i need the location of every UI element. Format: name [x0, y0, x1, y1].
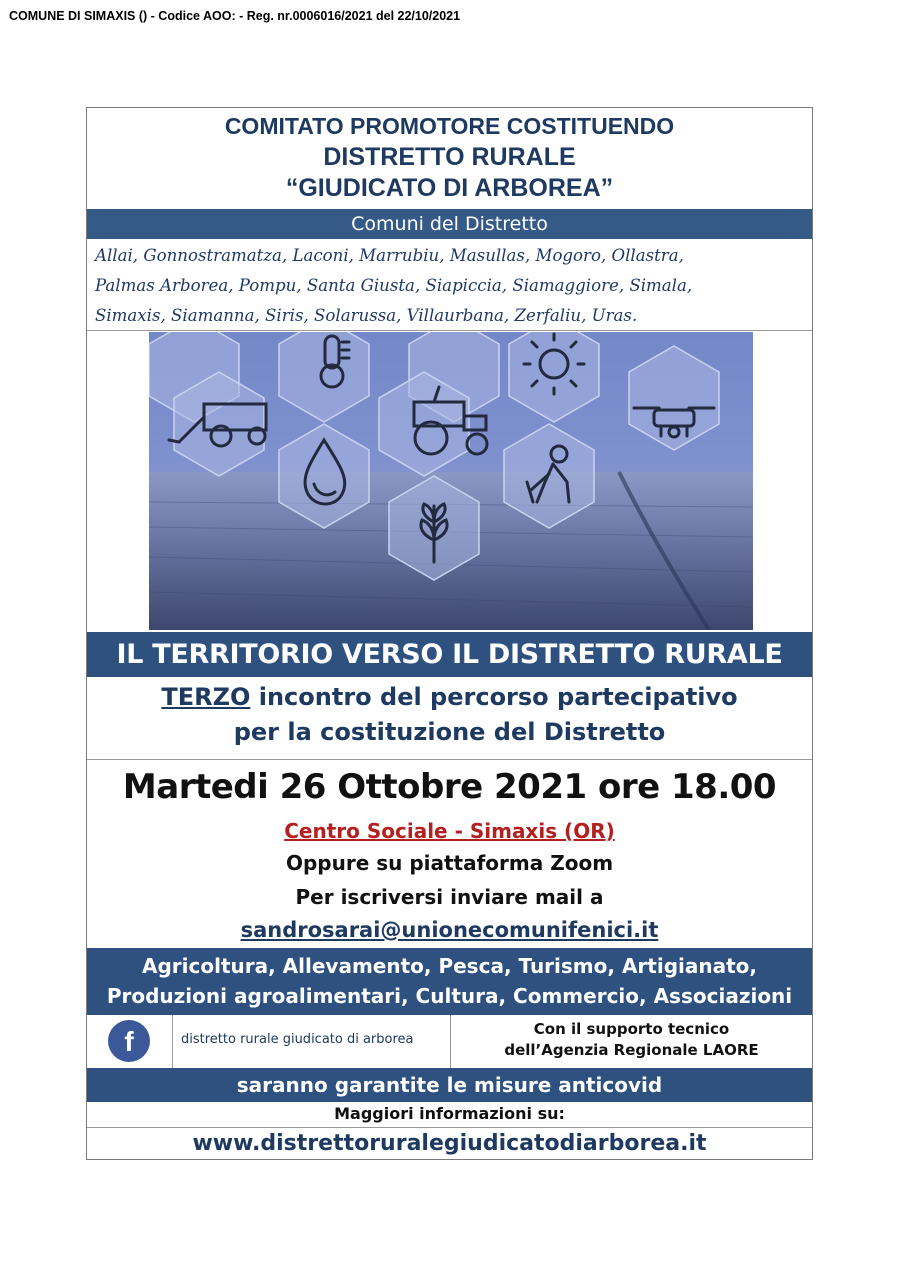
municipalities-heading-text: Comuni del Distretto	[351, 213, 548, 235]
municipalities-line-2: Palmas Arborea, Pompu, Santa Giusta, Siapiccia, Siamaggiore, Simala,	[95, 276, 693, 295]
support-line-2: dell’Agenzia Regionale LAORE	[504, 1041, 759, 1059]
sectors-line-2: Produzioni agroalimentari, Cultura, Commercio, Associazioni	[106, 984, 793, 1008]
covid-text: saranno garantite le misure anticovid	[236, 1073, 663, 1097]
event-zoom: Oppure su piattaforma Zoom	[285, 851, 614, 875]
email-link[interactable]: sandrosarai@unionecomunifenici.it	[240, 918, 659, 942]
social-support-row	[87, 1015, 812, 1068]
hero-illustration	[149, 332, 753, 630]
event-subtitle	[87, 680, 812, 750]
event-datetime: Martedi 26 Ottobre 2021 ore 18.00	[122, 767, 777, 807]
support-line-1: Con il supporto tecnico	[533, 1020, 730, 1038]
event-subtitle-line-1	[87, 680, 812, 715]
facebook-page-name[interactable]: distretto rurale giudicato di arborea	[181, 1032, 414, 1047]
covid-band	[87, 1068, 812, 1102]
event-email	[87, 915, 812, 945]
info-label: Maggiori informazioni su:	[334, 1104, 565, 1123]
municipalities-list	[87, 241, 812, 331]
event-banner	[87, 632, 812, 677]
event-venue-text: Centro Sociale - Simaxis (OR)	[284, 819, 615, 843]
support-cell	[451, 1015, 812, 1068]
event-subtitle-rest: incontro del percorso partecipativo	[250, 683, 738, 711]
event-venue	[87, 816, 812, 846]
committee-title	[87, 111, 812, 204]
website	[87, 1130, 812, 1158]
municipalities-line-1: Allai, Gonnostramatza, Laconi, Marrubiu, Masullas, Mogoro, Ollastra,	[95, 246, 684, 265]
facebook-page-cell	[173, 1015, 451, 1068]
flyer	[86, 107, 813, 1160]
event-subtitle-emph: TERZO	[161, 683, 251, 711]
municipalities-line-3: Simaxis, Siamanna, Siris, Solarussa, Villaurbana, Zerfaliu, Uras.	[95, 306, 638, 325]
registry-header: COMUNE DI SIMAXIS () - Codice AOO: - Reg. nr.0006016/2021 del 22/10/2021	[9, 9, 461, 23]
committee-line-2: DISTRETTO RURALE	[323, 143, 576, 171]
committee-line-1: COMITATO PROMOTORE COSTITUENDO	[224, 113, 675, 139]
municipalities-heading	[87, 209, 812, 239]
sectors-band	[87, 948, 812, 1015]
event-register: Per iscriversi inviare mail a	[295, 885, 604, 909]
facebook-cell	[87, 1015, 173, 1068]
sectors-line-1: Agricoltura, Allevamento, Pesca, Turismo, Artigianato,	[141, 954, 758, 978]
facebook-icon[interactable]	[108, 1020, 150, 1062]
website-link[interactable]: www.distrettoruralegiudicatodiarborea.it	[192, 1131, 707, 1156]
event-banner-text: IL TERRITORIO VERSO IL DISTRETTO RURALE	[116, 639, 783, 670]
event-subtitle-line-2: per la costituzione del Distretto	[233, 718, 666, 746]
facebook-glyph: f	[124, 1026, 134, 1057]
committee-line-3: “GIUDICATO DI ARBOREA”	[285, 174, 614, 202]
hero-image	[149, 332, 753, 630]
